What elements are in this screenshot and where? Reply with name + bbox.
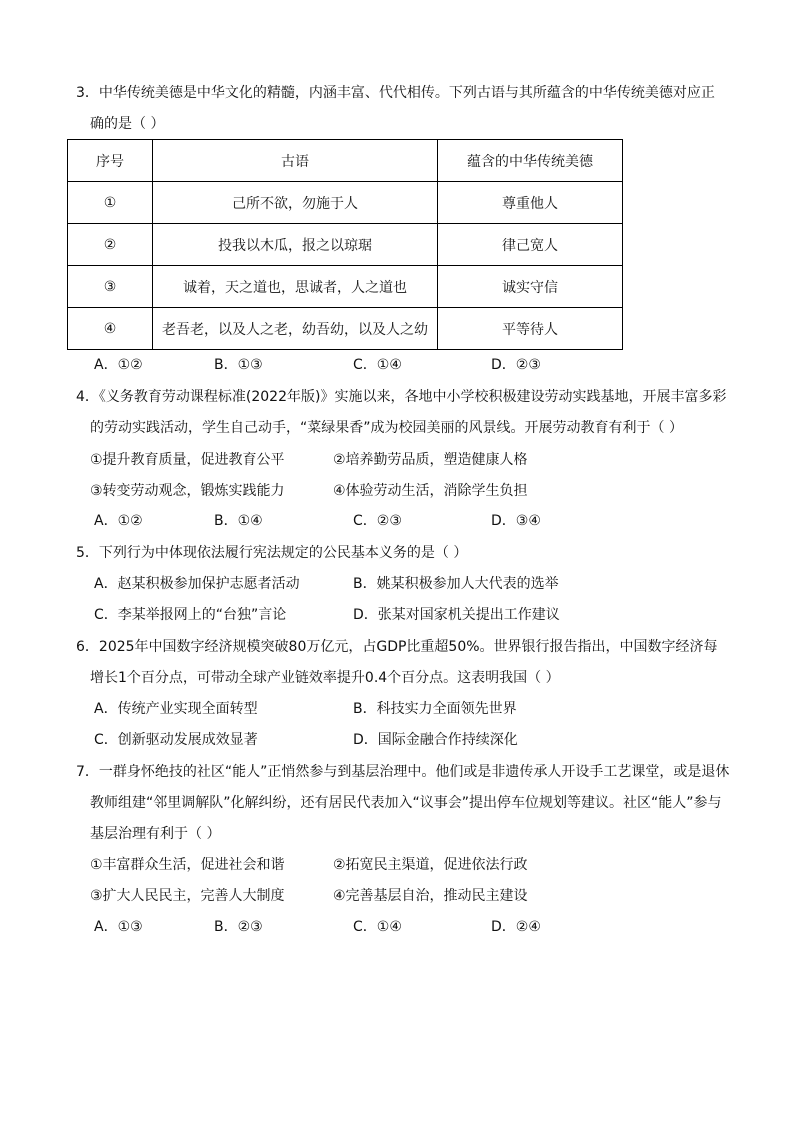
q4-item-4: ④体验劳动生活，消除学生负担 [333,483,528,499]
table-cell: ③ [68,266,153,308]
table-cell: 老吾老，以及人之老，幼吾幼，以及人之幼 [153,308,438,350]
q7-option-c[interactable]: C．①④ [353,919,402,935]
table-row [68,308,623,350]
q5-option-c[interactable]: C．李某举报网上的“台独”言论 [94,607,287,623]
table-cell: ② [68,224,153,266]
table-cell: 诚着，天之道也，思诚者，人之道也 [153,266,438,308]
q3-option-b[interactable]: B．①③ [214,357,263,373]
header-index: 序号 [68,140,153,182]
q7-item-1: ①丰富群众生活，促进社会和谐 [90,857,285,873]
table-cell: 己所不欲，勿施于人 [153,182,438,224]
q7-option-a[interactable]: A．①③ [94,919,143,935]
q3-stem-line1: 3．中华传统美德是中华文化的精髓，内涵丰富、代代相传。下列古语与其所蕴含的中华传统美德对应正 [76,85,715,101]
table-cell: 尊重他人 [438,182,623,224]
q7-item-3: ③扩大人民民主，完善人大制度 [90,888,285,904]
q5-stem: 5．下列行为中体现依法履行宪法规定的公民基本义务的是（ ） [76,545,468,561]
q4-option-b[interactable]: B．①④ [214,513,263,529]
table-header-row [68,140,623,182]
table-cell: ① [68,182,153,224]
q6-option-d[interactable]: D．国际金融合作持续深化 [353,732,518,748]
table-row [68,266,623,308]
header-saying: 古语 [153,140,438,182]
table-cell: 诚实守信 [438,266,623,308]
q4-option-d[interactable]: D．③④ [491,513,541,529]
q6-option-b[interactable]: B．科技实力全面领先世界 [353,701,517,717]
q4-stem-line1: 4．《义务教育劳动课程标准(2022年版)》实施以来，各地中小学校积极建设劳动实践基地，开展丰富多彩 [76,389,727,405]
q4-option-a[interactable]: A．①② [94,513,143,529]
q3-option-c[interactable]: C．①④ [353,357,402,373]
q7-item-4: ④完善基层自治，推动民主建设 [333,888,528,904]
header-virtue: 蕴含的中华传统美德 [438,140,623,182]
table-cell: 投我以木瓜，报之以琼琚 [153,224,438,266]
q5-option-b[interactable]: B．姚某积极参加人大代表的选举 [353,576,559,592]
q7-option-b[interactable]: B．②③ [214,919,263,935]
table-cell: ④ [68,308,153,350]
table-cell: 律己宽人 [438,224,623,266]
q3-stem-line2: 确的是（ ） [90,116,165,132]
q7-stem-line3: 基层治理有利于（ ） [90,826,221,842]
table-cell: 平等待人 [438,308,623,350]
q7-option-d[interactable]: D．②④ [491,919,541,935]
q4-stem-line2: 的劳动实践活动，学生自己动手，“菜绿果香”成为校园美丽的风景线。开展劳动教育有利于（ ） [90,420,683,436]
q4-item-1: ①提升教育质量，促进教育公平 [90,452,285,468]
q4-item-3: ③转变劳动观念，锻炼实践能力 [90,483,285,499]
q6-stem-line1: 6．2025年中国数字经济规模突破80万亿元，占GDP比重超50%。世界银行报告指出，中国数字经济每 [76,639,718,655]
q7-stem-line1: 7．一群身怀绝技的社区“能人”正悄然参与到基层治理中。他们或是非遗传承人开设手工艺课堂，或是退休 [76,764,730,780]
q5-option-a[interactable]: A．赵某积极参加保护志愿者活动 [94,576,300,592]
q5-option-d[interactable]: D．张某对国家机关提出工作建议 [353,607,560,623]
q7-stem-line2: 教师组建“邻里调解队”化解纠纷，还有居民代表加入“议事会”提出停车位规划等建议。社区“能人”参与 [90,795,722,811]
q6-stem-line2: 增长1个百分点，可带动全球产业链效率提升0.4个百分点。这表明我国（ ） [90,670,560,686]
q3-option-a[interactable]: A．①② [94,357,143,373]
q4-option-c[interactable]: C．②③ [353,513,402,529]
q4-item-2: ②培养勤劳品质，塑造健康人格 [333,452,528,468]
q3-table [67,139,623,350]
table-row [68,182,623,224]
q6-option-a[interactable]: A．传统产业实现全面转型 [94,701,258,717]
table-row [68,224,623,266]
q6-option-c[interactable]: C．创新驱动发展成效显著 [94,732,258,748]
q3-option-d[interactable]: D．②③ [491,357,541,373]
q7-item-2: ②拓宽民主渠道，促进依法行政 [333,857,528,873]
